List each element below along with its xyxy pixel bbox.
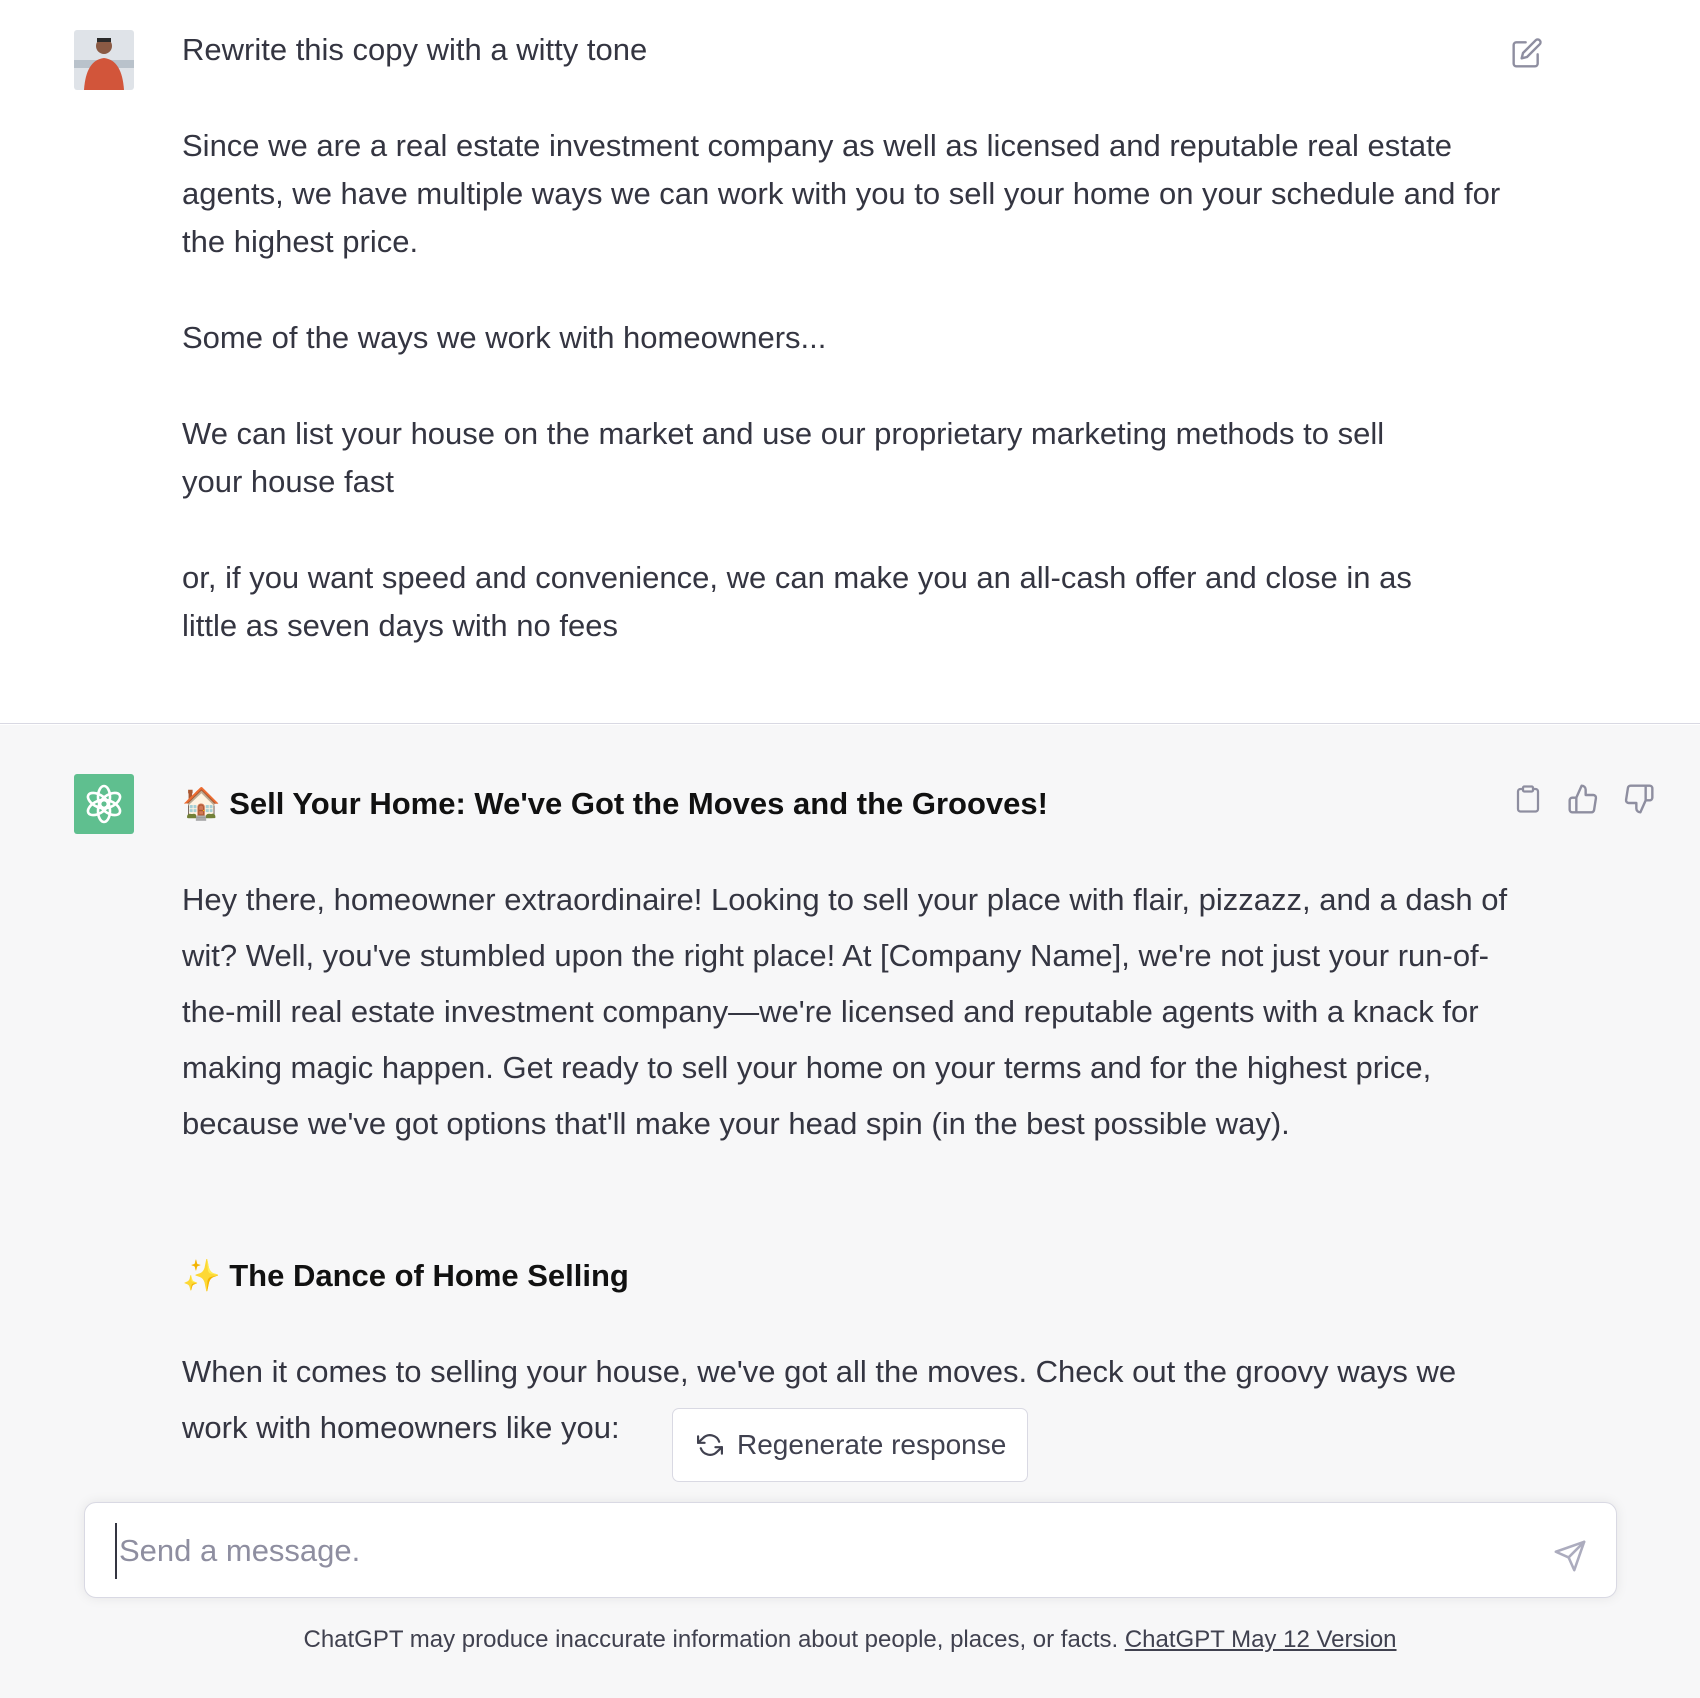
user-message-block (0, 0, 1700, 724)
version-link[interactable]: ChatGPT May 12 Version (1124, 1626, 1397, 1653)
disclaimer-text: ChatGPT may produce inaccurate information about people, places, or facts. (303, 1626, 1119, 1653)
refresh-icon (697, 1432, 723, 1458)
house-emoji-icon: 🏠 (182, 786, 221, 821)
response-subheading (182, 1252, 1502, 1300)
user-paragraph: or, if you want speed and convenience, we can make you an all-cash offer and close in as little as seven days with no fees (182, 560, 1412, 643)
response-heading (182, 780, 1502, 828)
user-paragraph: Some of the ways we work with homeowners... (182, 320, 827, 355)
response-paragraph: When it comes to selling your house, we've got all the moves. Check out the groovy ways we work with homeowners like you: (182, 1354, 1457, 1445)
user-paragraph: We can list your house on the market and use our proprietary marketing methods to sell your house fast (182, 416, 1385, 499)
regenerate-response-button[interactable] (672, 1408, 1028, 1482)
regenerate-label: Regenerate response (737, 1429, 1007, 1460)
edit-icon[interactable] (1507, 33, 1547, 73)
message-input[interactable] (115, 1523, 1515, 1579)
footer-disclaimer (0, 1622, 1700, 1658)
response-subheading-text: The Dance of Home Selling (229, 1258, 629, 1293)
user-avatar (74, 30, 134, 90)
response-heading-text: Sell Your Home: We've Got the Moves and the Grooves! (229, 786, 1048, 821)
user-prompt-line: Rewrite this copy with a witty tone (182, 32, 648, 67)
send-icon[interactable] (1546, 1532, 1594, 1580)
message-composer (84, 1502, 1617, 1598)
clipboard-icon[interactable] (1508, 779, 1548, 819)
response-paragraph: Hey there, homeowner extraordinaire! Looking to sell your place with flair, pizzazz, and a dash of wit? Well, you've stumbled upon the right place! At [Company Name], we're not just your run-of-the-mill real estate investment company—we're licensed and reputable agents with a knack for making magic happen. Get ready to sell your home on your terms and for the highest price, because we've got options that'll make your head spin (in the best possible way). (182, 882, 1508, 1141)
chatgpt-logo-icon (74, 774, 134, 834)
thumbs-down-icon[interactable] (1619, 779, 1659, 819)
user-paragraph: Since we are a real estate investment company as well as licensed and reputable real estate agents, we have multiple ways we can work with you to sell your home on your schedule and for the highest price. (182, 128, 1501, 259)
sparkles-emoji-icon: ✨ (182, 1258, 221, 1293)
thumbs-up-icon[interactable] (1563, 779, 1603, 819)
